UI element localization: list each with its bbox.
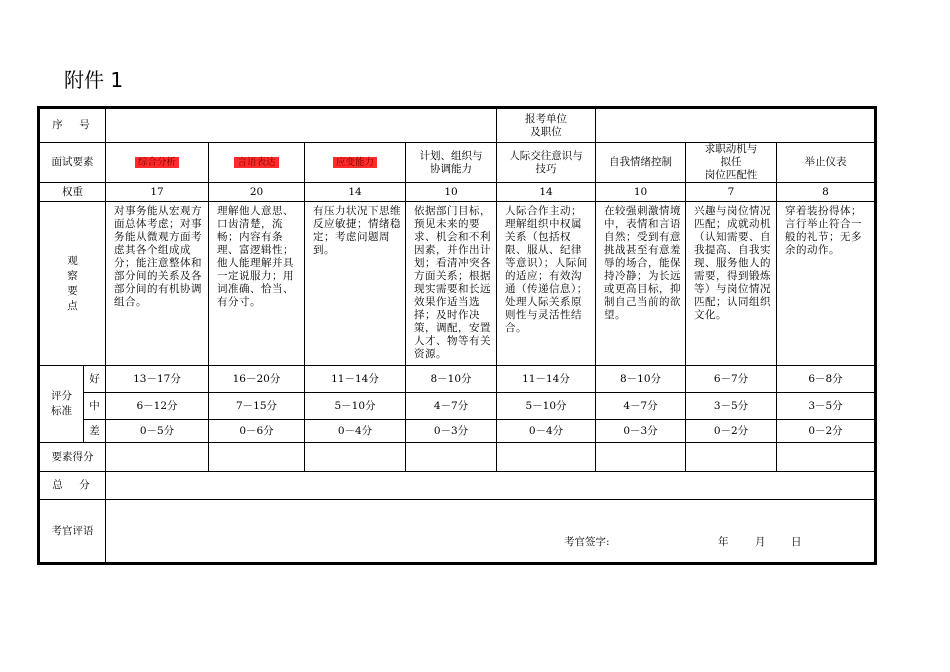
weight-cell: 20 bbox=[209, 183, 305, 202]
factor-name: 应变能力 bbox=[333, 157, 377, 168]
factor-demeanor bbox=[777, 143, 875, 183]
unit-label-line-1: 报考单位 bbox=[525, 112, 567, 125]
element-score-label: 要素得分 bbox=[51, 450, 94, 463]
date-month-label: 月 bbox=[755, 536, 766, 548]
score-range: 0－5分 bbox=[106, 420, 209, 443]
score-range: 0－2分 bbox=[686, 420, 777, 443]
factor-adaptability bbox=[305, 143, 406, 183]
score-range: 8－10分 bbox=[406, 366, 497, 393]
element-score-input[interactable] bbox=[406, 443, 497, 472]
element-score-label-cell bbox=[40, 443, 106, 472]
score-range: 16－20分 bbox=[209, 366, 305, 393]
score-range: 4－7分 bbox=[406, 393, 497, 420]
element-score-row bbox=[40, 443, 875, 472]
weight-label: 权重 bbox=[62, 185, 83, 198]
factor-comprehensive bbox=[106, 143, 209, 183]
obs-label-char: 察 bbox=[67, 269, 78, 282]
comment-row bbox=[40, 500, 875, 563]
level-label: 中 bbox=[84, 393, 106, 420]
score-range: 13－17分 bbox=[106, 366, 209, 393]
comment-label-cell bbox=[40, 500, 106, 563]
factor-name: 自我情绪控制 bbox=[609, 156, 672, 168]
obs-label-char: 要 bbox=[67, 284, 78, 297]
observation-row bbox=[40, 202, 875, 366]
score-row-good bbox=[40, 366, 875, 393]
obs-cell: 人际合作主动；理解组织中权属关系（包括权限、服从、纪律等意识）；人际间的适应；有效沟通（传递信息）；处理人际关系原则性与灵活性结合。 bbox=[497, 202, 596, 366]
total-label-cell bbox=[40, 472, 106, 500]
comment-value-cell[interactable] bbox=[106, 500, 875, 563]
obs-cell: 兴趣与岗位情况匹配；成就动机（认知需要、自我提高、自我实现、服务他人的需要，得到锻炼等）与岗位情况匹配；认同组织文化。 bbox=[686, 202, 777, 366]
factor-name-line: 计划、组织与 bbox=[419, 149, 483, 162]
factor-verbal bbox=[209, 143, 305, 183]
score-range: 0－3分 bbox=[406, 420, 497, 443]
element-score-input[interactable] bbox=[209, 443, 305, 472]
element-score-input[interactable] bbox=[497, 443, 596, 472]
score-range: 8－10分 bbox=[596, 366, 686, 393]
unit-label-line-2: 及职位 bbox=[530, 125, 562, 138]
weight-cell: 14 bbox=[305, 183, 406, 202]
interview-score-table bbox=[39, 108, 875, 563]
seq-value-cell[interactable] bbox=[106, 109, 497, 143]
factors-label-cell bbox=[40, 143, 106, 183]
date-year-label: 年 bbox=[718, 536, 729, 548]
weight-cell: 10 bbox=[596, 183, 686, 202]
factor-emotion bbox=[596, 143, 686, 183]
total-label: 总 分 bbox=[52, 479, 93, 491]
factor-name: 举止仪表 bbox=[804, 156, 847, 168]
score-range: 11－14分 bbox=[497, 366, 596, 393]
obs-cell: 对事务能从宏观方面总体考虑；对事务能从微观方面考虑其各个组成成分；能注意整体和部分间的关系及各部分间的有机协调组合。 bbox=[106, 202, 209, 366]
weight-cell: 17 bbox=[106, 183, 209, 202]
total-row bbox=[40, 472, 875, 500]
score-range: 0－6分 bbox=[209, 420, 305, 443]
score-range: 3－5分 bbox=[777, 393, 875, 420]
weight-cell: 14 bbox=[497, 183, 596, 202]
score-row-medium bbox=[40, 393, 875, 420]
element-score-input[interactable] bbox=[305, 443, 406, 472]
score-std-label-line: 评分 bbox=[51, 390, 72, 402]
obs-label-cell bbox=[40, 202, 106, 366]
weight-label-cell bbox=[40, 183, 106, 202]
score-range: 0－4分 bbox=[497, 420, 596, 443]
score-range: 11－14分 bbox=[305, 366, 406, 393]
factor-name-line: 人际交往意识与 bbox=[509, 149, 583, 162]
score-range: 3－5分 bbox=[686, 393, 777, 420]
factor-name-line: 技巧 bbox=[535, 162, 557, 175]
weight-row bbox=[40, 183, 875, 202]
total-value-cell[interactable] bbox=[106, 472, 875, 500]
factor-interpersonal bbox=[497, 143, 596, 183]
score-range: 6－7分 bbox=[686, 366, 777, 393]
factor-name-line: 求职动机与 bbox=[704, 143, 758, 155]
comment-label: 考官评语 bbox=[51, 524, 94, 537]
obs-label-char: 观 bbox=[67, 254, 78, 267]
score-range: 0－2分 bbox=[777, 420, 875, 443]
obs-cell: 理解他人意思、口齿清楚，流畅；内容有条理、富逻辑性；他人能理解并具一定说服力；用词准确、恰当、有分寸。 bbox=[209, 202, 305, 366]
score-row-poor bbox=[40, 420, 875, 443]
score-std-label-cell bbox=[40, 366, 84, 443]
factor-name-line: 协调能力 bbox=[430, 162, 472, 175]
score-range: 6－12分 bbox=[106, 393, 209, 420]
seq-label: 序 号 bbox=[52, 119, 93, 131]
header-row bbox=[40, 109, 875, 143]
score-range: 5－10分 bbox=[497, 393, 596, 420]
unit-value-cell[interactable] bbox=[596, 109, 875, 143]
element-score-input[interactable] bbox=[596, 443, 686, 472]
obs-cell: 穿着装扮得体；言行举止符合一般的礼节；无多余的动作。 bbox=[777, 202, 875, 366]
factor-planning bbox=[406, 143, 497, 183]
level-label: 差 bbox=[84, 420, 106, 443]
seq-label-cell bbox=[40, 109, 106, 143]
obs-label-char: 点 bbox=[67, 299, 78, 312]
score-range: 7－15分 bbox=[209, 393, 305, 420]
factor-name-line: 岗位匹配性 bbox=[704, 169, 758, 181]
factors-label: 面试要素 bbox=[51, 156, 94, 168]
score-range: 5－10分 bbox=[305, 393, 406, 420]
obs-cell: 在较强刺激情境中，表情和言语自然；受到有意挑战甚至有意羞辱的场合，能保持冷静；为长远或更高目标，抑制自己当前的欲望。 bbox=[596, 202, 686, 366]
weight-cell: 7 bbox=[686, 183, 777, 202]
score-range: 0－3分 bbox=[596, 420, 686, 443]
factor-name: 言语表达 bbox=[234, 157, 278, 168]
element-score-input[interactable] bbox=[686, 443, 777, 472]
weight-cell: 10 bbox=[406, 183, 497, 202]
score-range: 6－8分 bbox=[777, 366, 875, 393]
unit-label-cell bbox=[497, 109, 596, 143]
score-range: 4－7分 bbox=[596, 393, 686, 420]
element-score-input[interactable] bbox=[106, 443, 209, 472]
factor-name: 综合分析 bbox=[135, 157, 179, 168]
element-score-input[interactable] bbox=[777, 443, 875, 472]
score-std-label-line: 标准 bbox=[51, 405, 72, 417]
date-day-label: 日 bbox=[791, 536, 802, 548]
score-range: 0－4分 bbox=[305, 420, 406, 443]
level-label: 好 bbox=[84, 366, 106, 393]
factors-row bbox=[40, 143, 875, 183]
factor-name-line: 拟任 bbox=[720, 156, 742, 168]
factor-motivation bbox=[686, 143, 777, 183]
signature-label: 考官签字: bbox=[564, 536, 610, 548]
obs-cell: 依据部门目标，预见未来的要求、机会和不利因素，并作出计划；看清冲突各方面关系；根据现实需要和长远效果作适当选择；及时作决策，调配，安置人才、物等有关资源。 bbox=[406, 202, 497, 366]
attachment-label: 附件 1 bbox=[64, 68, 124, 92]
obs-cell: 有压力状况下思维反应敏捷；情绪稳定；考虑问题周到。 bbox=[305, 202, 406, 366]
weight-cell: 8 bbox=[777, 183, 875, 202]
